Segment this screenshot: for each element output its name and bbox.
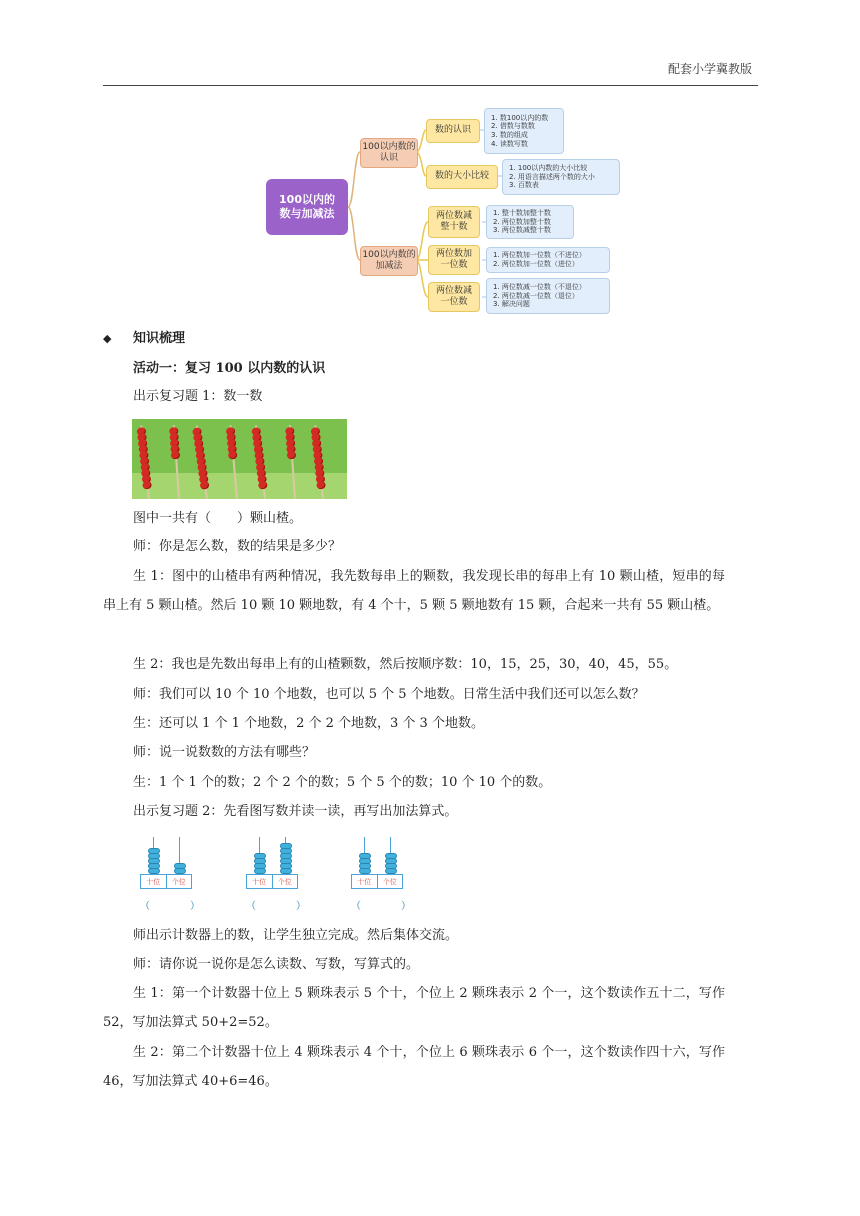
student-line-5: 生 1：第一个计数器十位上 5 颗珠表示 5 个十，个位上 2 颗珠表示 2 个一，这个数读作五十二，写作 52，写加法算式 50+2=52。 bbox=[103, 986, 725, 1030]
diamond-bullet-icon: ◆ bbox=[103, 332, 112, 345]
leaf-item: 2. 两位数加一位数（进位） bbox=[493, 260, 579, 268]
mindmap-root: 100以内的数与加减法 bbox=[266, 179, 348, 235]
haw-berry bbox=[316, 481, 326, 490]
ones-place-label: 个位 bbox=[166, 875, 192, 888]
q2-title: 出示复习题 2：先看图写数并读一读，再写出加法算式。 bbox=[133, 804, 458, 819]
teacher-line-1: 师：你是怎么数，数的结果是多少？ bbox=[133, 539, 342, 554]
leaf-item: 2. 用语言描述两个数的大小 bbox=[509, 172, 595, 181]
mindmap-node-plus-ones: 两位数加一位数 bbox=[428, 245, 480, 275]
leaf-item: 2. 两位数加整十数 bbox=[493, 217, 551, 226]
haw-berry bbox=[287, 451, 297, 460]
leaf-item: 1. 两位数加一位数（不进位） bbox=[493, 251, 586, 260]
mindmap-branch-number-recognition: 100以内数的认识 bbox=[360, 138, 418, 168]
mindmap-node-minus-tens: 两位数减整十数 bbox=[428, 206, 480, 238]
abacus-counter-1 bbox=[140, 837, 192, 897]
leaf-item: 1. 两位数减一位数（不退位） bbox=[493, 282, 586, 291]
q1-title: 出示复习题 1：数一数 bbox=[133, 389, 263, 404]
answer-blank-3: （ ） bbox=[351, 901, 411, 912]
mind-map bbox=[266, 105, 622, 315]
student-line-3: 生：还可以 1 个 1 个地数，2 个 2 个地数，3 个 3 个地数。 bbox=[133, 716, 484, 731]
mindmap-leaves-comparison bbox=[502, 159, 620, 195]
abacus-bead bbox=[359, 853, 371, 859]
abacus-bead bbox=[385, 853, 397, 859]
haw-berry bbox=[142, 481, 152, 490]
haw-berry bbox=[171, 451, 181, 460]
teacher-line-3: 师：说一说数数的方法有哪些？ bbox=[133, 745, 316, 760]
teacher-line-5: 师：请你说一说你是怎么读数、写数，写算式的。 bbox=[133, 957, 420, 972]
abacus-bead bbox=[148, 848, 160, 854]
abacus-bead bbox=[174, 863, 186, 869]
candied-haws-image bbox=[132, 419, 347, 499]
header-text: 配套小学冀教版 bbox=[667, 62, 752, 76]
leaf-item: 1. 100以内数的大小比较 bbox=[509, 163, 588, 172]
haw-berry bbox=[258, 481, 268, 490]
leaf-item: 3. 百数表 bbox=[509, 181, 539, 190]
leaf-item: 4. 读数写数 bbox=[491, 139, 528, 148]
teacher-line-4: 师出示计数器上的数，让学生独立完成。然后集体交流。 bbox=[133, 928, 459, 943]
mindmap-branch-add-subtract: 100以内数的加减法 bbox=[360, 246, 418, 276]
student-line-1: 生 1：图中的山楂串有两种情况，我先数每串上的颗数，我发现长串的每串上有 10 颗山楂，短串的每串上有 5 颗山楂。然后 10 颗 10 颗地数，有 4 个十，5 颗 5 颗地数有 15 颗，合起来一共有 55 颗山楂。 bbox=[103, 569, 725, 613]
header-rule bbox=[103, 85, 758, 86]
leaf-item: 1. 整十数加整十数 bbox=[493, 208, 551, 217]
tens-place-label: 十位 bbox=[146, 877, 161, 886]
leaf-item: 3. 两位数减整十数 bbox=[493, 226, 551, 235]
mindmap-leaves-minus-tens bbox=[486, 205, 574, 239]
leaf-item: 3. 解决问题 bbox=[493, 300, 530, 309]
section-title: 知识梳理 bbox=[133, 331, 186, 346]
abacus-bead bbox=[254, 853, 266, 859]
tens-place-label: 十位 bbox=[357, 877, 372, 886]
mindmap-node-comparison: 数的大小比较 bbox=[426, 165, 498, 189]
teacher-line-2: 师：我们可以 10 个 10 个地数，也可以 5 个 5 个地数。日常生活中我们还可以怎么数？ bbox=[133, 687, 645, 702]
ones-place-label: 个位 bbox=[377, 875, 403, 888]
haw-berry bbox=[228, 451, 238, 460]
student-line-6: 生 2：第二个计数器十位上 4 颗珠表示 4 个十，个位上 6 颗珠表示 6 个一，这个数读作四十六，写作 46，写加法算式 40+6=46。 bbox=[103, 1045, 725, 1089]
leaf-item: 1. 数100以内的数 bbox=[491, 113, 549, 122]
mindmap-leaves-plus-ones bbox=[486, 247, 610, 273]
mindmap-node-minus-ones: 两位数减一位数 bbox=[428, 282, 480, 312]
q1-blank: 图中一共有（ ）颗山楂。 bbox=[133, 511, 303, 526]
abacus-base bbox=[246, 874, 298, 889]
abacus-base bbox=[140, 874, 192, 889]
leaf-item: 2. 两位数减一位数（退位） bbox=[493, 291, 579, 300]
activity-title: 活动一：复习 100 以内数的认识 bbox=[133, 361, 326, 376]
leaf-item: 3. 数的组成 bbox=[491, 131, 528, 139]
haw-berry bbox=[200, 481, 210, 490]
mindmap-node-number-recognition: 数的认识 bbox=[426, 119, 480, 143]
mindmap-leaves-minus-ones bbox=[486, 278, 610, 314]
answer-blank-1: （ ） bbox=[140, 901, 200, 912]
student-line-2: 生 2：我也是先数出每串上有的山楂颗数，然后按顺序数：10，15，25，30，40，45，55。 bbox=[133, 657, 678, 672]
student-line-4: 生：1 个 1 个的数；2 个 2 个的数；5 个 5 个的数；10 个 10 个的数。 bbox=[133, 775, 552, 790]
ones-place-label: 个位 bbox=[272, 875, 298, 888]
tens-place-label: 十位 bbox=[252, 877, 267, 886]
abacus-counter-2 bbox=[246, 837, 298, 897]
mindmap-leaves-recognition bbox=[484, 108, 564, 154]
abacus-bead bbox=[280, 843, 292, 849]
abacus-counter-3 bbox=[351, 837, 403, 897]
answer-blank-2: （ ） bbox=[246, 901, 306, 912]
leaf-item: 2. 借数与数数 bbox=[491, 122, 535, 131]
abacus-base bbox=[351, 874, 403, 889]
